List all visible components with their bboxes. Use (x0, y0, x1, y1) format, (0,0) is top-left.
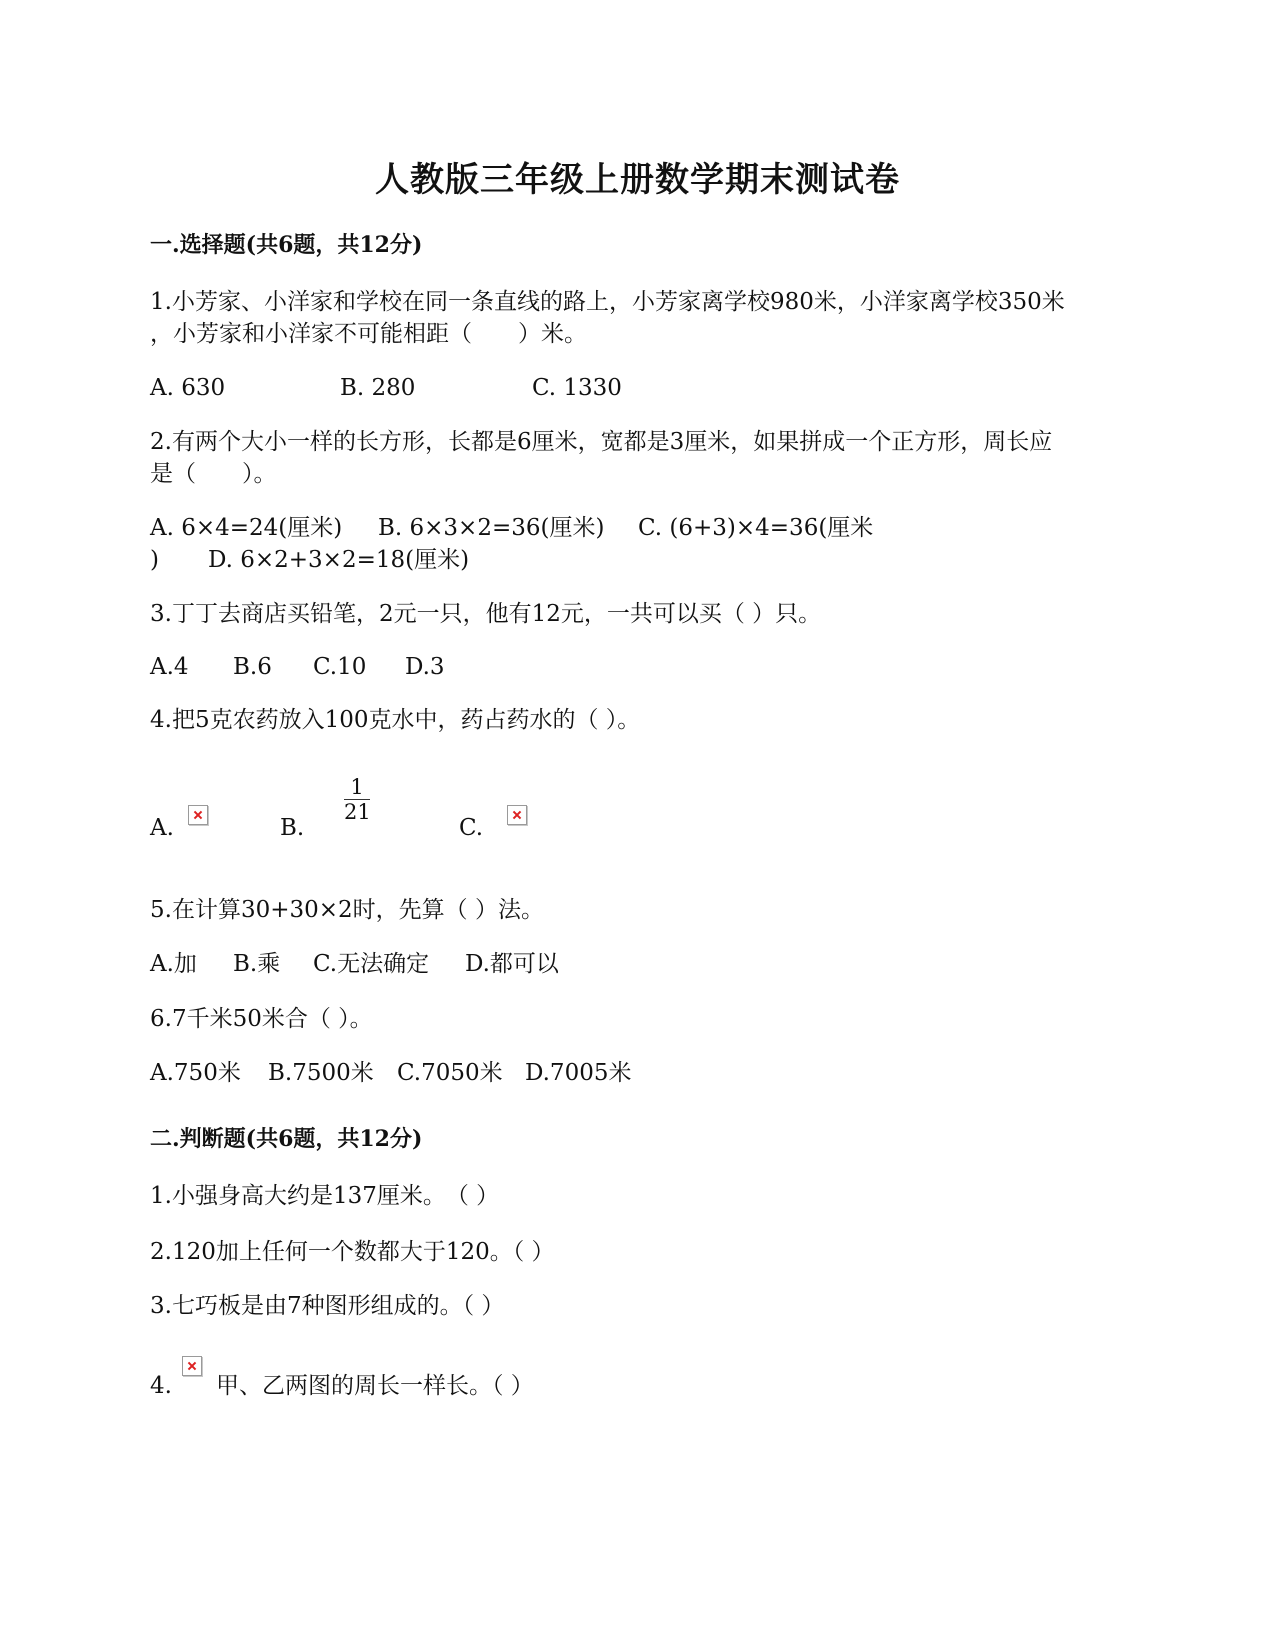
option-c-continuation: ) (150, 547, 159, 573)
option-a: A.750米 (150, 1060, 241, 1086)
option-c: C. (459, 815, 484, 841)
option-a: A. 6×4=24(厘米) (150, 515, 343, 541)
option-c: C. 1330 (532, 375, 622, 401)
option-c: C.7050米 (397, 1060, 503, 1086)
fraction-numerator: 1 (350, 775, 364, 799)
option-a: A. 630 (150, 375, 226, 401)
broken-image-icon (507, 805, 527, 825)
fraction-denominator: 21 (344, 800, 371, 824)
question-2-line-1: 2.有两个大小一样的长方形，长都是6厘米，宽都是3厘米，如果拼成一个正方形，周长应 (150, 429, 1053, 455)
broken-image-icon (182, 1356, 202, 1376)
option-b: B. (280, 815, 305, 841)
question-4-line-1: 4.把5克农药放入100克水中，药占药水的（ ）。 (150, 707, 641, 733)
option-d: D.都可以 (465, 951, 559, 977)
option-a: A.4 (150, 654, 189, 680)
option-a: A.加 (150, 951, 197, 977)
question-5-line-1: 5.在计算30+30×2时，先算（ ）法。 (150, 897, 544, 923)
judgement-item-1: 1.小强身高大约是137厘米。 （ ） (150, 1183, 500, 1209)
option-b: B. 280 (340, 375, 416, 401)
option-b: B.7500米 (268, 1060, 374, 1086)
judgement-item-4-text: 甲、乙两图的周长一样长。（ ） (216, 1373, 534, 1399)
judgement-item-4-number: 4. (150, 1373, 172, 1399)
question-2-line-2: 是（ ）。 (150, 461, 277, 487)
option-b: B.6 (233, 654, 272, 680)
option-b: B.乘 (233, 951, 281, 977)
judgement-item-2: 2.120加上任何一个数都大于120。（ ） (150, 1239, 555, 1265)
option-b: B. 6×3×2=36(厘米) (378, 515, 605, 541)
option-d: D.7005米 (525, 1060, 632, 1086)
question-1-line-2: ，小芳家和小洋家不可能相距（ ）米。 (150, 321, 587, 347)
option-a: A. (150, 815, 174, 841)
question-1-line-1: 1.小芳家、小洋家和学校在同一条直线的路上，小芳家离学校980米，小洋家离学校350米 (150, 289, 1065, 315)
option-d: D. 6×2+3×2=18(厘米) (208, 547, 470, 573)
option-c: C.无法确定 (313, 951, 430, 977)
question-6-line-1: 6.7千米50米合（ ）。 (150, 1006, 373, 1032)
broken-image-icon (188, 805, 208, 825)
judgement-item-3: 3.七巧板是由7种图形组成的。（ ） (150, 1293, 505, 1319)
option-d: D.3 (405, 654, 445, 680)
question-3-line-1: 3.丁丁去商店买铅笔，2元一只，他有12元，一共可以买（ ）只。 (150, 601, 822, 627)
option-c: C.10 (313, 654, 367, 680)
fraction-option-b (344, 776, 370, 823)
section-heading-judgement: 二.判断题(共6题，共12分) (150, 1126, 423, 1152)
option-c: C. (6+3)×4=36(厘米 (638, 515, 874, 541)
page-title: 人教版三年级上册数学期末测试卷 (375, 160, 900, 200)
section-heading-choice: 一.选择题(共6题，共12分) (150, 232, 423, 258)
